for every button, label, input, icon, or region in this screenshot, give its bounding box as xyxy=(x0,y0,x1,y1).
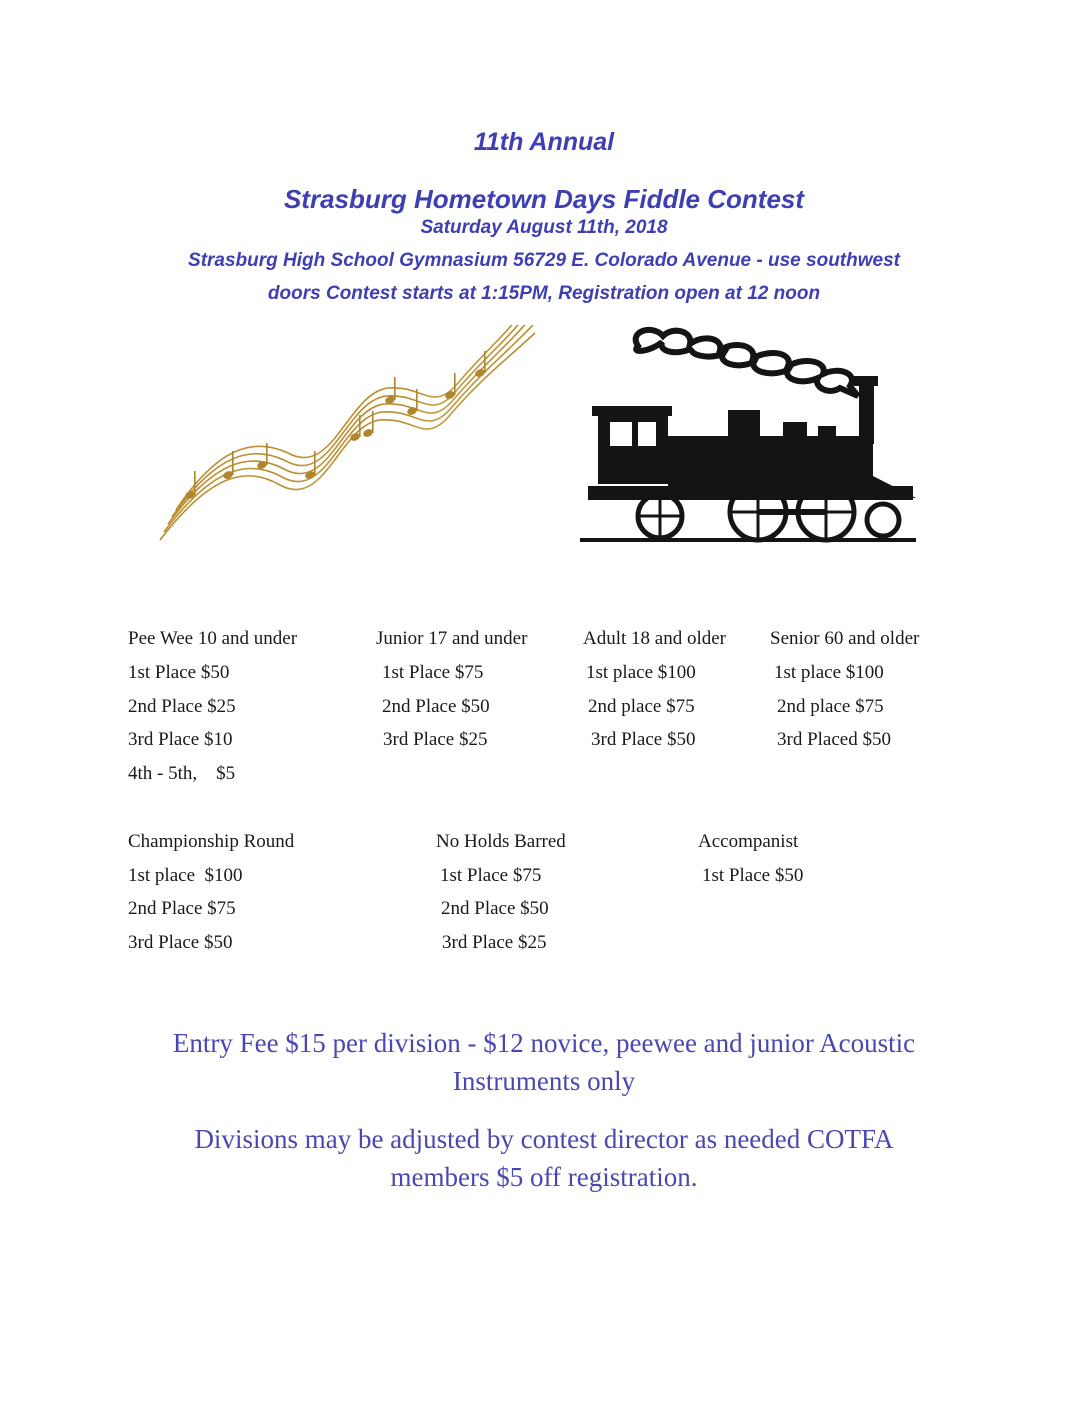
division-championship-title: Championship Round xyxy=(128,831,295,852)
division-accompanist-title: Accompanist xyxy=(698,831,799,852)
steam-locomotive-image xyxy=(578,326,923,548)
prize-item: 1st Place $75 xyxy=(440,865,542,886)
division-no-holds-barred-title: No Holds Barred xyxy=(436,831,566,852)
prize-item: 1st place $100 xyxy=(586,662,696,683)
annual-label: 11th Annual xyxy=(473,128,615,156)
prize-item: 1st place $100 xyxy=(774,662,884,683)
divisions-note-line-2: members $5 off registration. xyxy=(390,1162,698,1192)
prize-item: 3rd Place $25 xyxy=(442,932,547,953)
prize-item: 1st Place $50 xyxy=(128,662,230,683)
division-junior-title: Junior 17 and under xyxy=(376,628,528,649)
prize-item: 1st place $100 xyxy=(128,865,243,886)
contest-title: Strasburg Hometown Days Fiddle Contest xyxy=(283,184,805,214)
music-staff-notes-image xyxy=(150,325,540,555)
prize-item: 3rd Place $10 xyxy=(128,729,233,750)
division-adult-title: Adult 18 and older xyxy=(583,628,727,649)
prize-item: 3rd Place $50 xyxy=(128,932,233,953)
prize-item: 3rd Place $25 xyxy=(383,729,488,750)
location-line-2: doors Contest starts at 1:15PM, Registration open at 12 noon xyxy=(267,283,821,304)
prize-item: 3rd Placed $50 xyxy=(777,729,891,750)
divisions-note-line-1: Divisions may be adjusted by contest director as needed COTFA xyxy=(194,1124,894,1154)
prize-item: 1st Place $75 xyxy=(382,662,484,683)
prize-item: 2nd Place $75 xyxy=(128,898,236,919)
contest-date: Saturday August 11th, 2018 xyxy=(420,217,668,238)
entry-fee-line-2: Instruments only xyxy=(452,1066,636,1096)
entry-fee-line-1: Entry Fee $15 per division - $12 novice, peewee and junior Acoustic xyxy=(172,1028,916,1058)
prize-item: 2nd place $75 xyxy=(588,696,695,717)
prize-item: 4th - 5th, $5 xyxy=(128,763,236,784)
prize-item: 2nd place $75 xyxy=(777,696,884,717)
division-pee-wee-title: Pee Wee 10 and under xyxy=(128,628,298,649)
prize-item: 3rd Place $50 xyxy=(591,729,696,750)
prize-item: 2nd Place $50 xyxy=(382,696,490,717)
prize-item: 2nd Place $50 xyxy=(441,898,549,919)
prize-item: 2nd Place $25 xyxy=(128,696,236,717)
location-line-1: Strasburg High School Gymnasium 56729 E. Colorado Avenue - use southwest xyxy=(188,250,900,271)
prize-item: 1st Place $50 xyxy=(702,865,804,886)
division-senior-title: Senior 60 and older xyxy=(770,628,920,649)
